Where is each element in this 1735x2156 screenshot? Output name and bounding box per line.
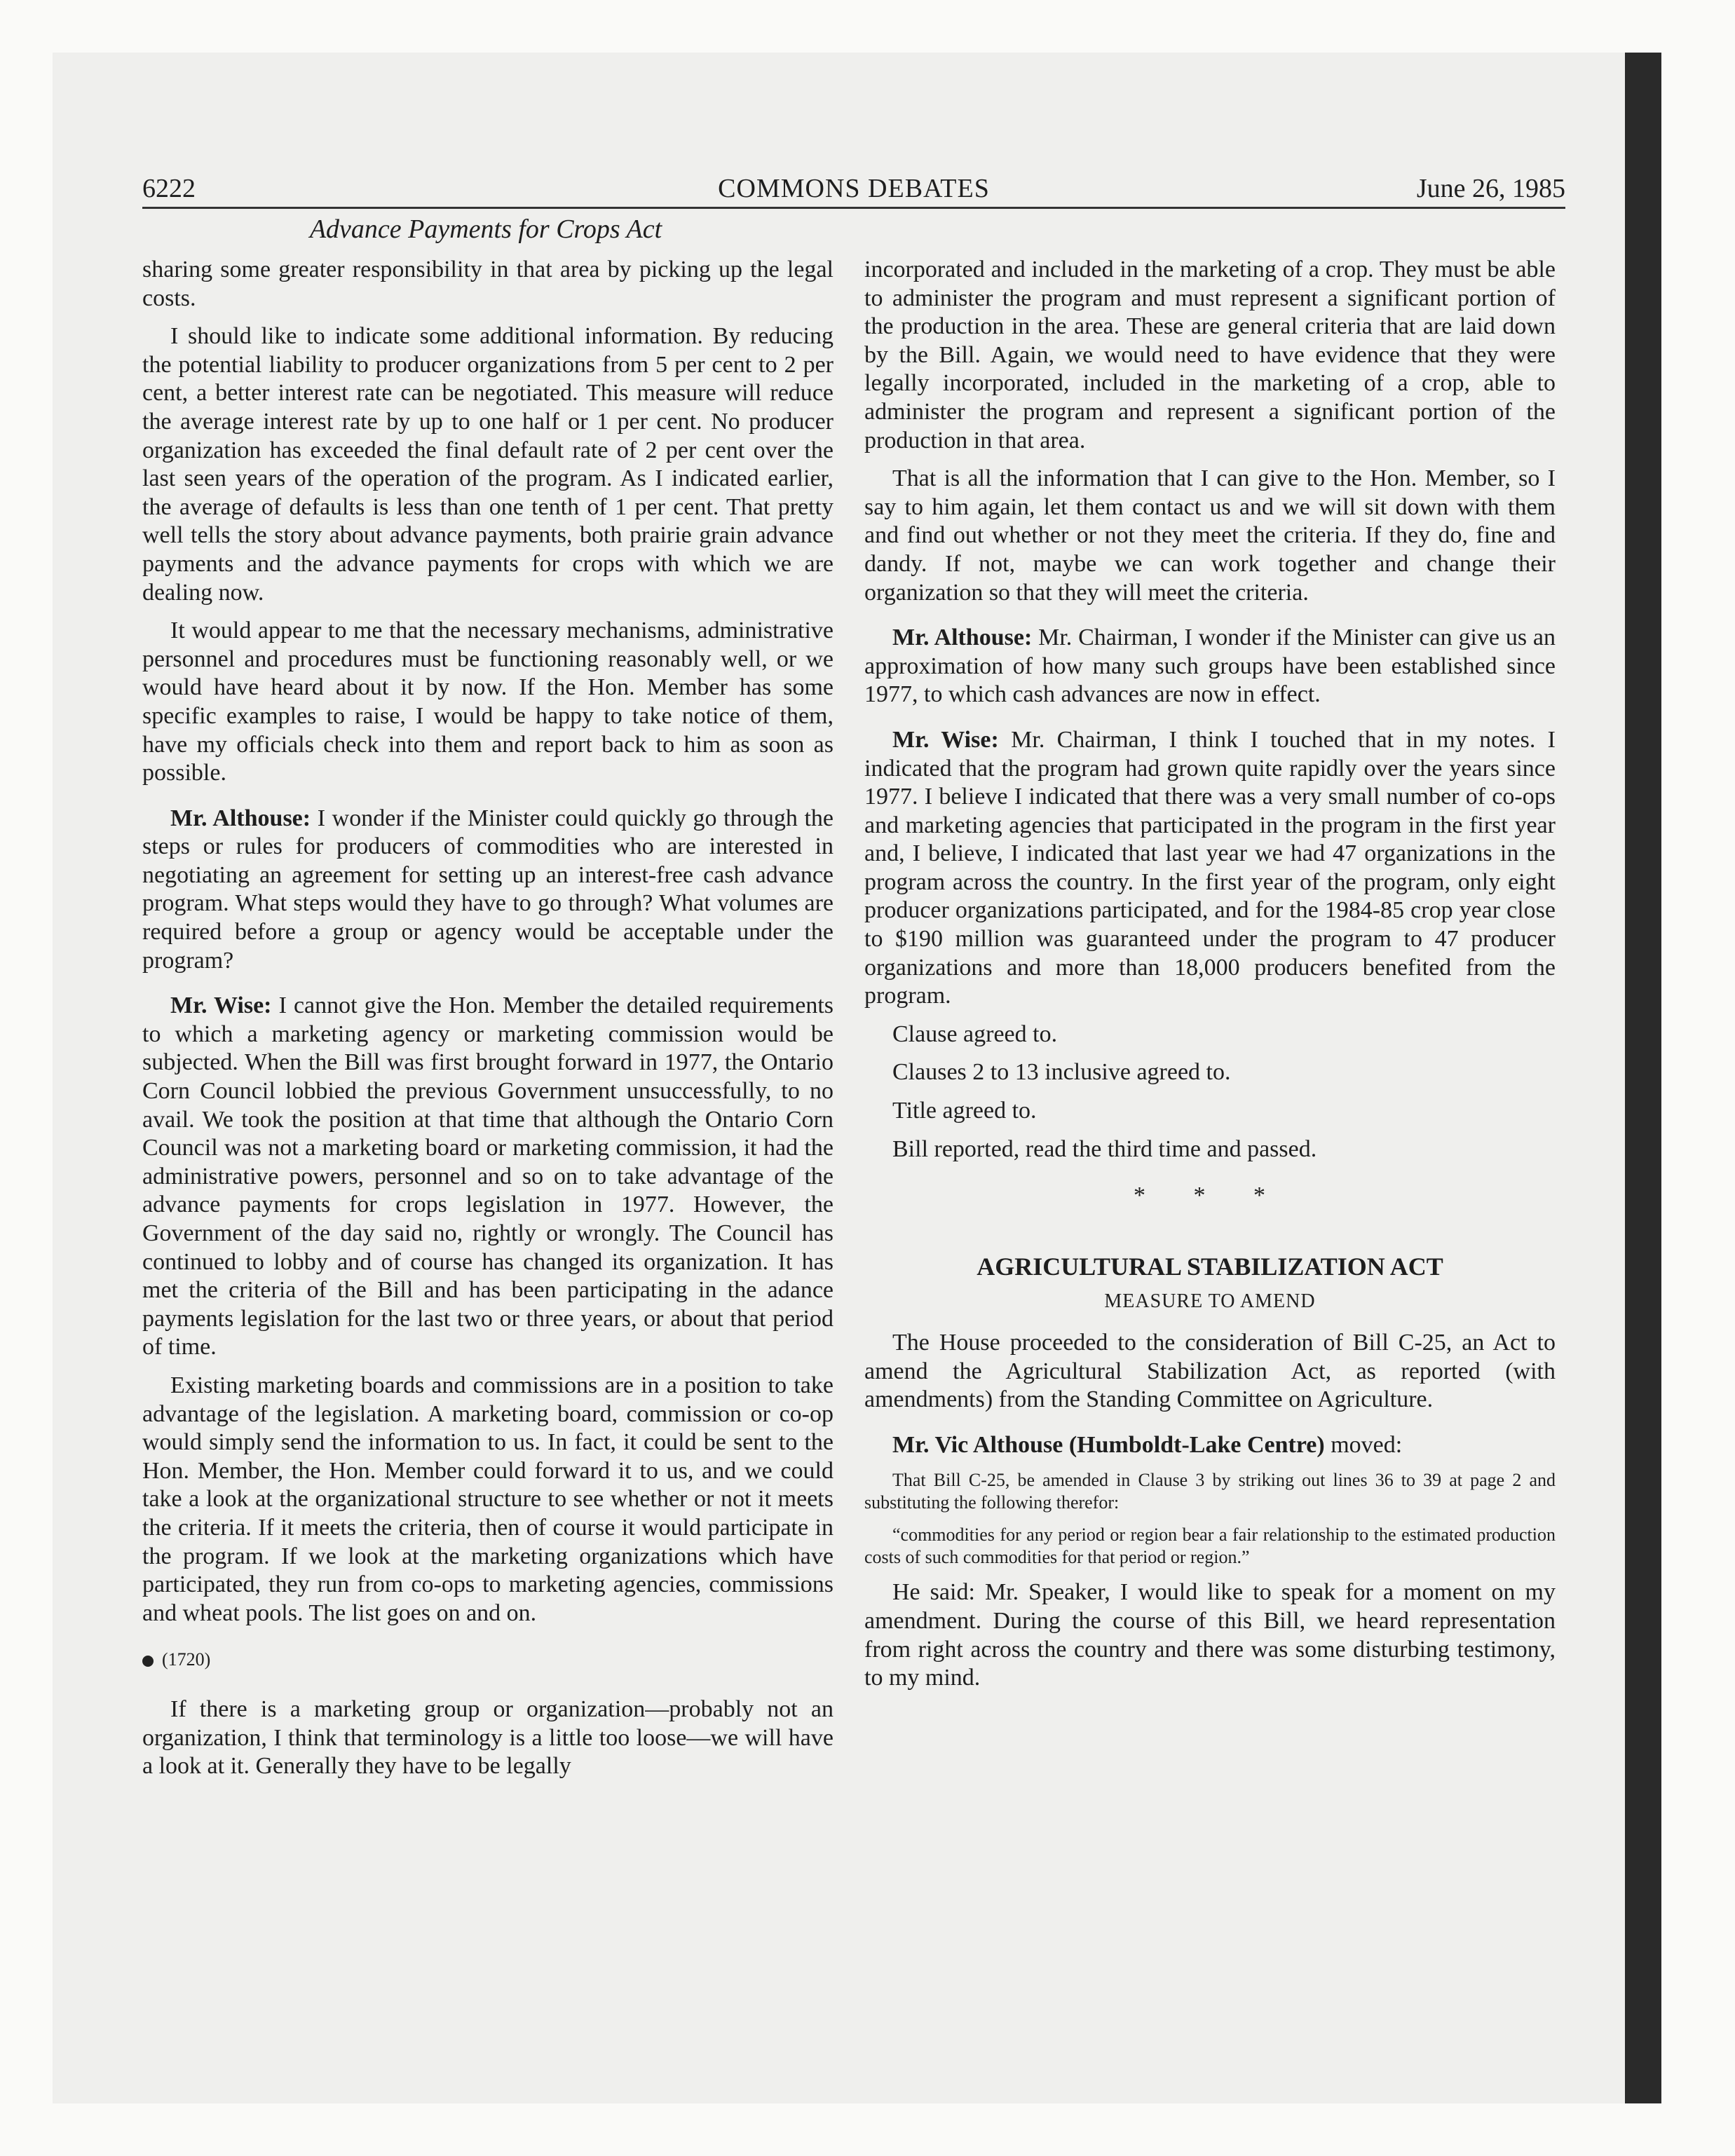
paragraph: I should like to indicate some additional information. By reducing the potential liability to producer organizations from 5 per cent to 2 per cent, a better interest rate can be negotiated. This measure will reduce the average interest rate by up to one half or 1 per cent. No producer organization has exceeded the final default rate of 2 per cent over the last seen years of the operation of the program. As I indicated earlier, the average of defaults is less than one tenth of 1 per cent. That pretty well tells the story about advance payments, both prairie grain advance payments and the advance payments for crops with which we are dealing now.: [142, 323, 834, 606]
section-subtitle: MEASURE TO AMEND: [1104, 1290, 1316, 1313]
speech-paragraph: [864, 1431, 1556, 1460]
speaker-name: Mr. Vic Althouse (Humboldt-Lake Centre): [892, 1431, 1325, 1458]
agreed-line: Clause agreed to.: [892, 1021, 1058, 1047]
time-stamp: [142, 1646, 834, 1674]
speech-text: Mr. Chairman, I wonder if the Minister can give us an approximation of how many such groups have been established since 1977, to which cash advances are now in effect.: [864, 625, 1556, 708]
speech-text: moved:: [1331, 1431, 1403, 1458]
motion-quote: “commodities for any period or region bear a fair relationship to the estimated production costs of such commodities for that period or region.”: [864, 1524, 1556, 1568]
section-title: AGRICULTURAL STABILIZATION ACT: [977, 1252, 1443, 1281]
time-stamp-text: (1720): [162, 1649, 211, 1670]
speaker-name: Mr. Althouse:: [892, 625, 1033, 651]
agreed-line: Title agreed to.: [892, 1098, 1037, 1124]
paragraph: sharing some greater responsibility in that area by picking up the legal costs.: [142, 257, 834, 311]
paragraph: The House proceeded to the consideration of Bill C-25, an Act to amend the Agricultural Stabilization Act, as reported (with amendments) from the Standing Committee on Agriculture.: [864, 1330, 1556, 1413]
left-column: [142, 256, 834, 1791]
speech-paragraph: [864, 726, 1556, 1011]
agreed-line: Clauses 2 to 13 inclusive agreed to.: [892, 1059, 1231, 1086]
page-number: 6222: [142, 174, 196, 203]
speaker-name: Mr. Wise:: [170, 992, 272, 1019]
speech-paragraph: [864, 624, 1556, 709]
page-header: [142, 165, 1565, 209]
speech-paragraph: [142, 805, 834, 976]
agreed-line: Bill reported, read the third time and passed.: [892, 1135, 1317, 1162]
motion-text: That Bill C-25, be amended in Clause 3 by striking out lines 36 to 39 at page 2 and substituting the following therefor:: [864, 1470, 1556, 1513]
paragraph: incorporated and included in the marketing of a crop. They must be able to administer the program and must represent a significant portion of the production in the area. These are general criteria that are laid down by the Bill. Again, we would need to have evidence that they were legally incorporated, included in the marketing of a crop, able to administer the program and represent a significant portion of the production in that area.: [864, 257, 1556, 453]
speaker-name: Mr. Althouse:: [170, 805, 311, 831]
speech-paragraph: [142, 992, 834, 1362]
header-date: June 26, 1985: [1416, 174, 1565, 203]
scan-edge-bar: [1625, 53, 1661, 2103]
speaker-name: Mr. Wise:: [892, 726, 999, 753]
bullet-icon: [142, 1656, 154, 1667]
publication-title: COMMONS DEBATES: [718, 174, 990, 203]
section-separator: * * *: [1134, 1182, 1286, 1209]
speech-text: I cannot give the Hon. Member the detailed requirements to which a marketing agency or marketing commission would be subjected. When the Bill was first brought forward in 1977, the Ontario Corn Council lobbied the previous Government unsuccessfully, to no avail. We took the position at that time that although the Ontario Corn Council was not a marketing board or marketing commission, it had the administrative powers, personnel and so on to take advantage of the advance payments for crops legislation in 1977. However, the Government of the day said no, rightly or wrongly. The Council has continued to lobby and of course has changed its organization. It has met the criteria of the Bill and has been participating in the adance payments legislation for the last two or three years, or about that period of time.: [142, 992, 834, 1360]
right-column: [864, 256, 1556, 1703]
paragraph: It would appear to me that the necessary mechanisms, administrative personnel and procedures must be functioning reasonably well, or we would have heard about it by now. If the Hon. Member has some specific examples to raise, I would be happy to take notice of them, have my officials check into them and report back to him as soon as possible.: [142, 618, 834, 786]
paragraph: That is all the information that I can give to the Hon. Member, so I say to him again, let them contact us and we will sit down with them and find out whether or not they meet the criteria. If they do, fine and dandy. If not, maybe we can work together and change their organization so that they will meet the criteria.: [864, 465, 1556, 606]
speech-text: Mr. Chairman, I think I touched that in my notes. I indicated that the program had grown quite rapidly over the years since 1977. I believe I indicated that there was a very small number of co-ops and marketing agencies that participated in the program in the first year and, I believe, I indicated that last year we had 47 organizations in the program across the country. In the first year of the program, only eight producer organizations participated, and for the 1984-85 crop year close to $190 million was guaranteed under the program to 47 producer organizations and more than 18,000 producers benefited from the program.: [864, 726, 1556, 1009]
paragraph: Existing marketing boards and commissions are in a position to take advantage of the legislation. A marketing board, commission or co-op would simply send the information to us. In fact, it could be sent to the Hon. Member, the Hon. Member could forward it to us, and we could take a look at the organizational structure to see whether or not it meets the criteria. If it meets the criteria, then of course it would participate in the program. If we look at the marketing organizations which have participated, they run from co-ops to marketing agencies, commissions and wheat pools. The list goes on and on.: [142, 1372, 834, 1626]
speech-text: I wonder if the Minister could quickly go through the steps or rules for producers of commodities who are interested in negotiating an agreement for setting up an interest-free cash advance program. What steps would they have to go through? What volumes are required before a group or agency would be acceptable under the program?: [142, 805, 834, 974]
paragraph: He said: Mr. Speaker, I would like to speak for a moment on my amendment. During the course of this Bill, we heard representation from right across the country and there was some disturbing testimony, to my mind.: [864, 1579, 1556, 1691]
running-title: Advance Payments for Crops Act: [309, 214, 662, 244]
paragraph: If there is a marketing group or organization—probably not an organization, I think that terminology is a little too loose—we will have a look at it. Generally they have to be legally: [142, 1696, 834, 1780]
